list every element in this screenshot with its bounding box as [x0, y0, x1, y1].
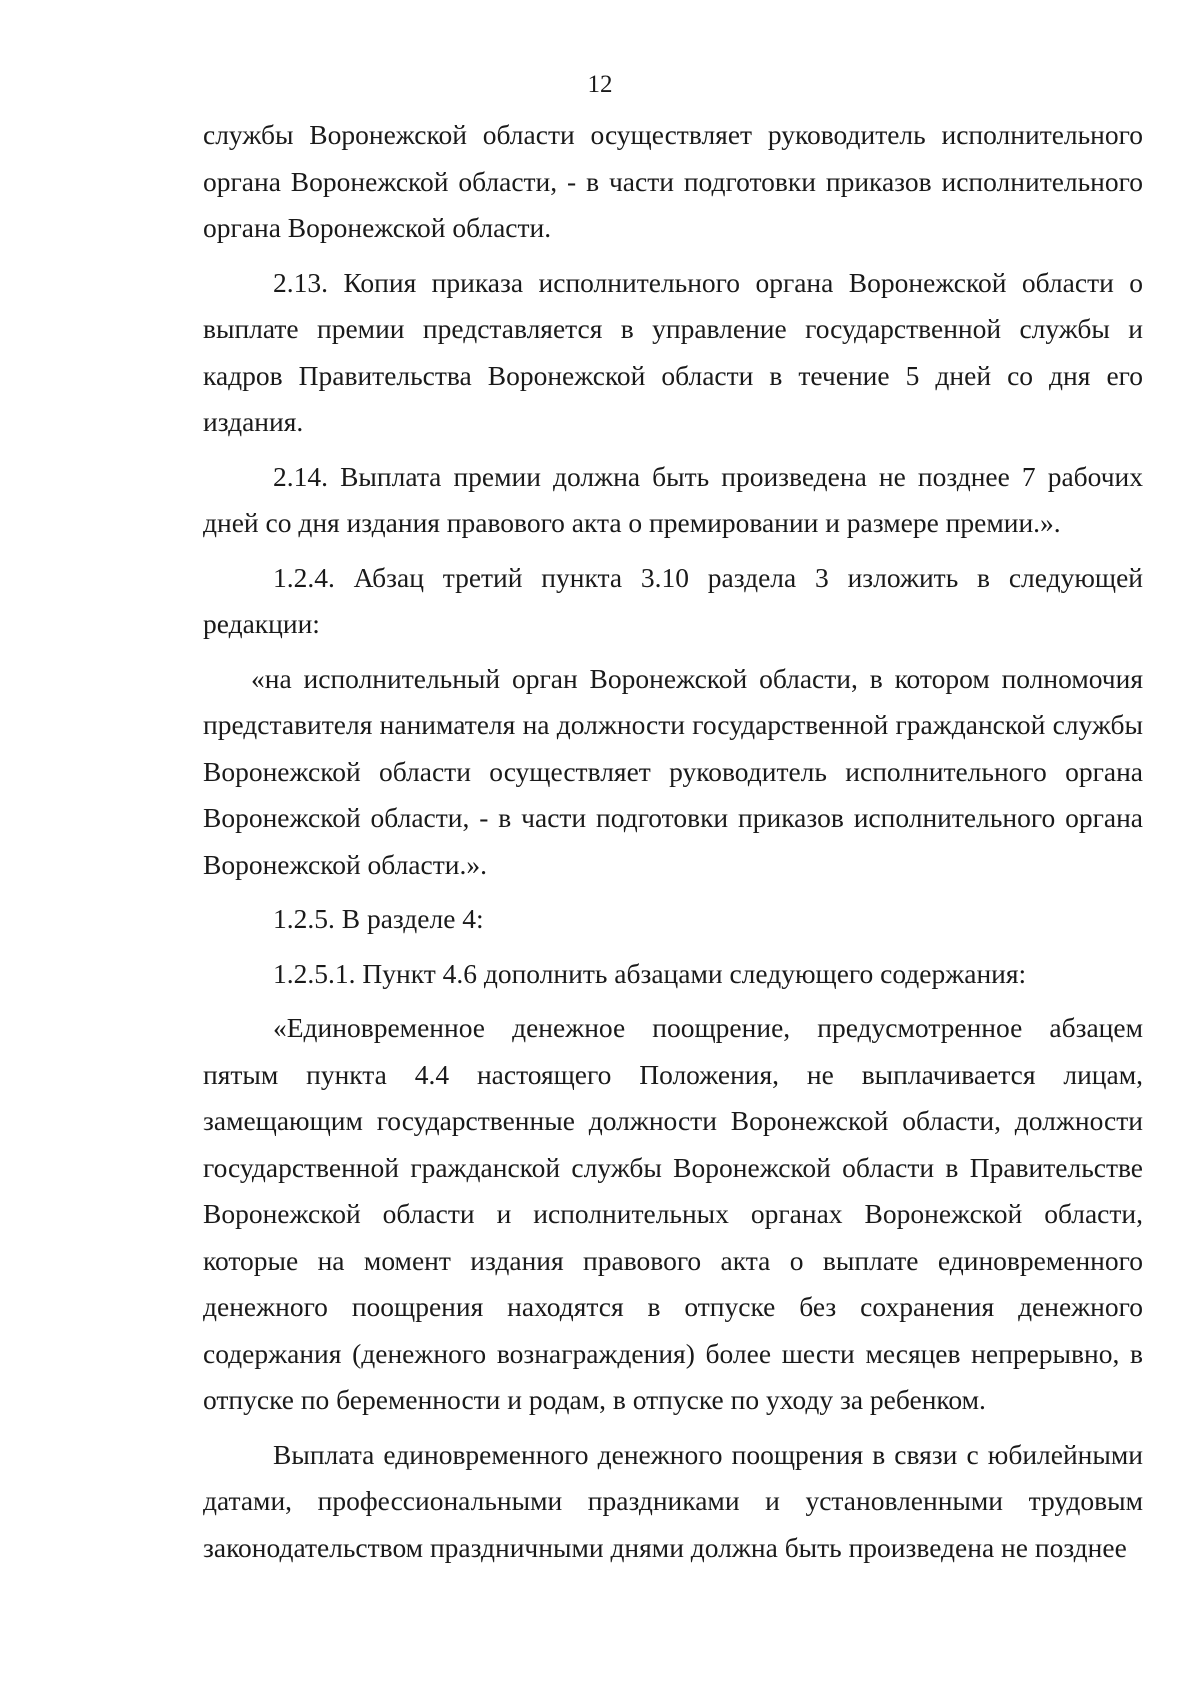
paragraph-continuation: службы Воронежской области осуществляет руководитель исполнительного органа Воронежской области, - в части подготовки приказов исполнительного органа Воронежской области.	[203, 119, 1143, 243]
paragraph-1-2-5-1: 1.2.5.1. Пункт 4.6 дополнить абзацами следующего содержания:	[273, 957, 1027, 989]
paragraph-payment-deadline: Выплата единовременного денежного поощрения в связи с юбилейными датами, профессиональными праздниками и установленными трудовым законодательством праздничными днями должна быть произведена не позднее	[203, 1438, 1143, 1563]
paragraph-2-13: 2.13. Копия приказа исполнительного органа Воронежской области о выплате премии представляется в управление государственной службы и кадров Правительства Воронежской области в течение 5 дней со дня его издания.	[203, 266, 1143, 437]
document-body	[203, 112, 1143, 1571]
paragraph-2-14: 2.14. Выплата премии должна быть произведена не позднее 7 рабочих дней со дня издания правового акта о премировании и размере премии.».	[203, 460, 1143, 538]
paragraph-quoted-addition: «Единовременное денежное поощрение, предусмотренное абзацем пятым пункта 4.4 настоящего Положения, не выплачивается лицам, замещающим государственные должности Воронежской области, должности государственной гражданской службы Воронежской области в Правительстве Воронежской области и исполнительных органах Воронежской области, которые на момент издания правового акта о выплате единовременного денежного поощрения находятся в отпуске без сохранения денежного содержания (денежного вознаграждения) более шести месяцев непрерывно, в отпуске по беременности и родам, в отпуске по уходу за ребенком.	[203, 1012, 1143, 1415]
paragraph-1-2-5: 1.2.5. В разделе 4:	[273, 903, 484, 934]
paragraph-1-2-4: 1.2.4. Абзац третий пункта 3.10 раздела 3 изложить в следующей редакции:	[203, 561, 1143, 639]
paragraph-quoted-text: «на исполнительный орган Воронежской области, в котором полномочия представителя нанимателя на должности государственной гражданской службы Воронежской области осуществляет руководитель исполнительного органа Воронежской области, - в части подготовки приказов исполнительного органа Воронежской области.».	[203, 662, 1143, 880]
page-number: 12	[587, 71, 613, 98]
